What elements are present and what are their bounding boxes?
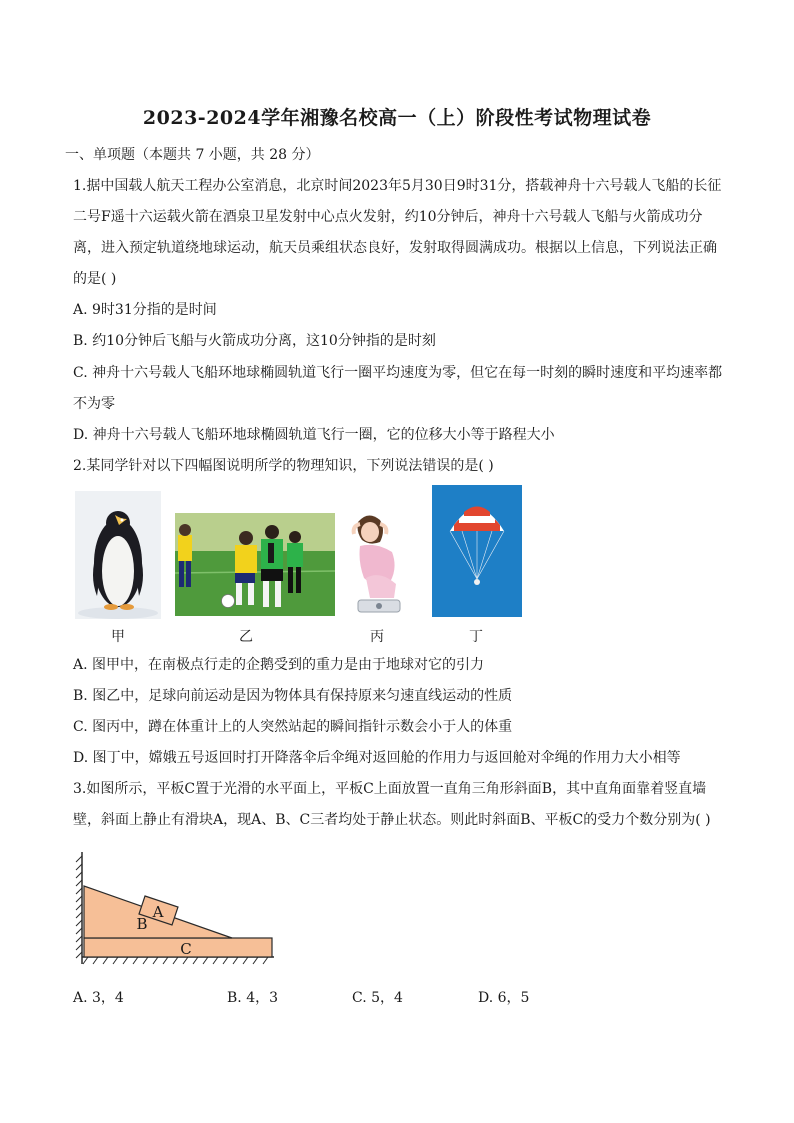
q2-option-d: D. 图丁中，嫦娥五号返回时打开降落伞后伞绳对返回舱的作用力与返回舱对伞绳的作用力大小相等	[73, 750, 681, 766]
q3-option-d: D. 6，5	[478, 990, 530, 1006]
section-heading: 一、单项题（本题共 7 小题，共 28 分）	[65, 147, 320, 163]
label-b: B	[136, 915, 148, 933]
q3-option-b: B. 4，3	[227, 990, 279, 1006]
q1-stem-line4: 的是( )	[73, 271, 117, 287]
q2-option-c: C. 图丙中，蹲在体重计上的人突然站起的瞬间指针示数会小于人的体重	[73, 719, 513, 735]
caption-ding: 丁	[469, 629, 483, 645]
caption-bing: 丙	[370, 629, 384, 645]
penguin-image	[75, 491, 161, 619]
caption-yi: 乙	[239, 629, 253, 645]
soccer-image	[175, 513, 335, 616]
q3-option-a: A. 3，4	[73, 990, 124, 1006]
q3-stem-line1: 3.如图所示，平板C置于光滑的水平面上，平板C上面放置一直角三角形斜面B，其中直角面靠着竖直墙	[73, 781, 707, 797]
q1-stem-line1: 1.据中国载人航天工程办公室消息，北京时间2023年5月30日9时31分，搭载神舟十六号载人飞船的长征	[73, 178, 722, 194]
q1-option-c-line1: C. 神舟十六号载人飞船环地球椭圆轨道飞行一圈平均速度为零，但它在每一时刻的瞬时速度和平均速率都	[73, 365, 723, 381]
q3-stem-line2: 壁，斜面上静止有滑块A，现A、B、C三者均处于静止状态。则此时斜面B、平板C的受力个数分别为( )	[73, 812, 711, 828]
caption-jia: 甲	[111, 629, 125, 645]
q1-option-b: B. 约10分钟后飞船与火箭成功分离，这10分钟指的是时刻	[73, 333, 436, 349]
q2-option-b: B. 图乙中，足球向前运动是因为物体具有保持原来匀速直线运动的性质	[73, 688, 513, 704]
incline-diagram	[70, 848, 280, 970]
label-a: A	[152, 903, 164, 921]
q2-stem: 2.某同学针对以下四幅图说明所学的物理知识，下列说法错误的是( )	[73, 458, 494, 474]
q3-option-c: C. 5，4	[352, 990, 403, 1006]
label-c: C	[180, 940, 192, 958]
parachute-image	[432, 485, 522, 617]
q1-stem-line3: 离，进入预定轨道绕地球运动，航天员乘组状态良好，发射取得圆满成功。根据以上信息，下列说法正确	[73, 240, 717, 256]
q1-option-c-line2: 不为零	[73, 396, 115, 412]
scale-person-image	[346, 512, 414, 618]
q1-option-d: D. 神舟十六号载人飞船环地球椭圆轨道飞行一圈，它的位移大小等于路程大小	[73, 427, 555, 443]
exam-title: 2023-2024学年湘豫名校高一（上）阶段性考试物理试卷	[142, 107, 652, 129]
q1-stem-line2: 二号F遥十六运载火箭在酒泉卫星发射中心点火发射，约10分钟后，神舟十六号载人飞船与火箭成功分	[73, 209, 703, 225]
q1-option-a: A. 9时31分指的是时间	[73, 302, 217, 318]
q2-option-a: A. 图甲中，在南极点行走的企鹅受到的重力是由于地球对它的引力	[73, 657, 485, 673]
